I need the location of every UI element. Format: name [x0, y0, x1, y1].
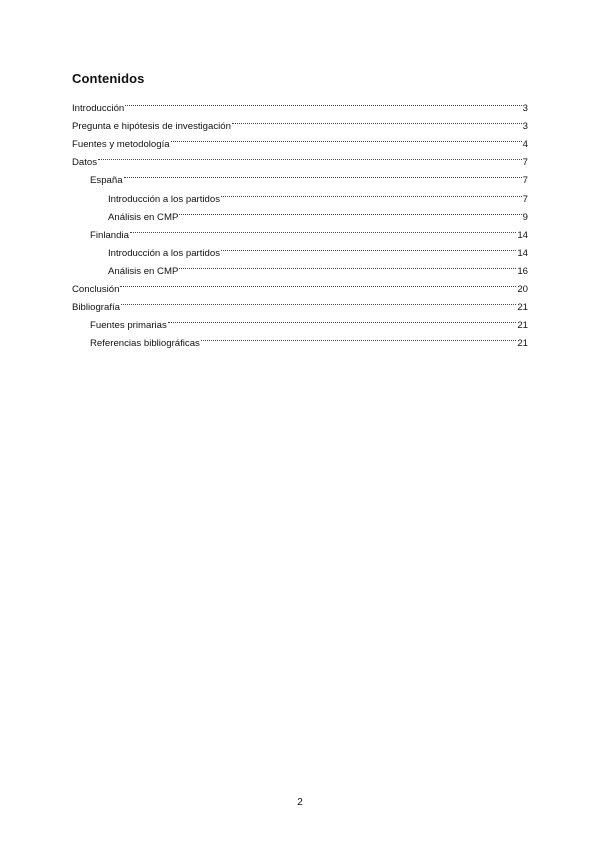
toc-entry-espana[interactable] [72, 165, 528, 187]
toc-entry-label: Introducción a los partidos [108, 247, 220, 259]
toc-entry-page: 16 [517, 265, 528, 277]
toc-dot-leader [124, 165, 522, 183]
toc-dot-leader [168, 310, 517, 328]
toc-entry-label: Datos [72, 157, 98, 169]
toc-title: Contenidos [72, 71, 145, 86]
toc-entry-page: 21 [517, 302, 528, 314]
toc-dot-leader [221, 238, 516, 256]
toc-dot-leader [98, 147, 522, 165]
toc-entry-label: Fuentes y metodología [72, 139, 170, 151]
toc-entry-conclusion[interactable] [72, 274, 528, 296]
toc-entry-page: 14 [517, 247, 528, 259]
toc-dot-leader [201, 328, 516, 346]
toc-entry-label: Bibliografía [72, 302, 120, 314]
toc-dot-leader [232, 111, 522, 129]
toc-entry-page: 9 [522, 211, 528, 223]
toc-entry-espana-partidos[interactable] [72, 183, 528, 205]
toc-entry-page: 20 [517, 284, 528, 296]
toc-entry-bibliografia[interactable] [72, 292, 528, 314]
toc-entry-label: Introducción a los partidos [108, 193, 220, 205]
toc-entry-label: Finlandia [90, 229, 129, 241]
toc-entry-label: Referencias bibliográficas [90, 338, 200, 350]
toc-entry-page: 7 [522, 157, 528, 169]
toc-entry-page: 7 [522, 175, 528, 187]
toc-entry-introduccion[interactable] [72, 93, 528, 115]
toc-dot-leader [221, 183, 522, 201]
toc-dot-leader [120, 274, 516, 292]
toc-entry-label: Análisis en CMP [108, 211, 179, 223]
toc-entry-label: Análisis en CMP [108, 265, 179, 277]
toc-entry-page: 4 [522, 139, 528, 151]
toc-entry-page: 3 [522, 103, 528, 115]
toc-entry-finlandia-partidos[interactable] [72, 238, 528, 259]
toc-entry-page: 21 [517, 338, 528, 350]
toc-entry-label: Conclusión [72, 284, 120, 296]
toc-dot-leader [171, 129, 522, 147]
toc-entry-label: Pregunta e hipótesis de investigación [72, 121, 231, 133]
toc-entry-label: España [90, 175, 123, 187]
page-number: 2 [297, 797, 303, 808]
toc-entry-label: Introducción [72, 103, 125, 115]
toc-entry-page: 21 [517, 320, 528, 332]
toc-entry-label: Fuentes primarias [90, 320, 167, 332]
toc-entry-page: 3 [522, 121, 528, 133]
toc-dot-leader [179, 256, 516, 274]
toc-dot-leader [179, 202, 521, 220]
toc-entry-finlandia[interactable] [72, 220, 528, 241]
toc-dot-leader [125, 93, 521, 111]
toc-dot-leader [121, 292, 516, 310]
toc-entry-page: 14 [517, 229, 528, 241]
toc-dot-leader [130, 220, 516, 238]
table-of-contents [72, 93, 528, 350]
toc-entry-datos[interactable] [72, 147, 528, 169]
toc-entry-page: 7 [522, 193, 528, 205]
toc-entry-fuentes-primarias[interactable] [72, 310, 528, 332]
toc-entry-pregunta-hipotesis[interactable] [72, 111, 528, 133]
